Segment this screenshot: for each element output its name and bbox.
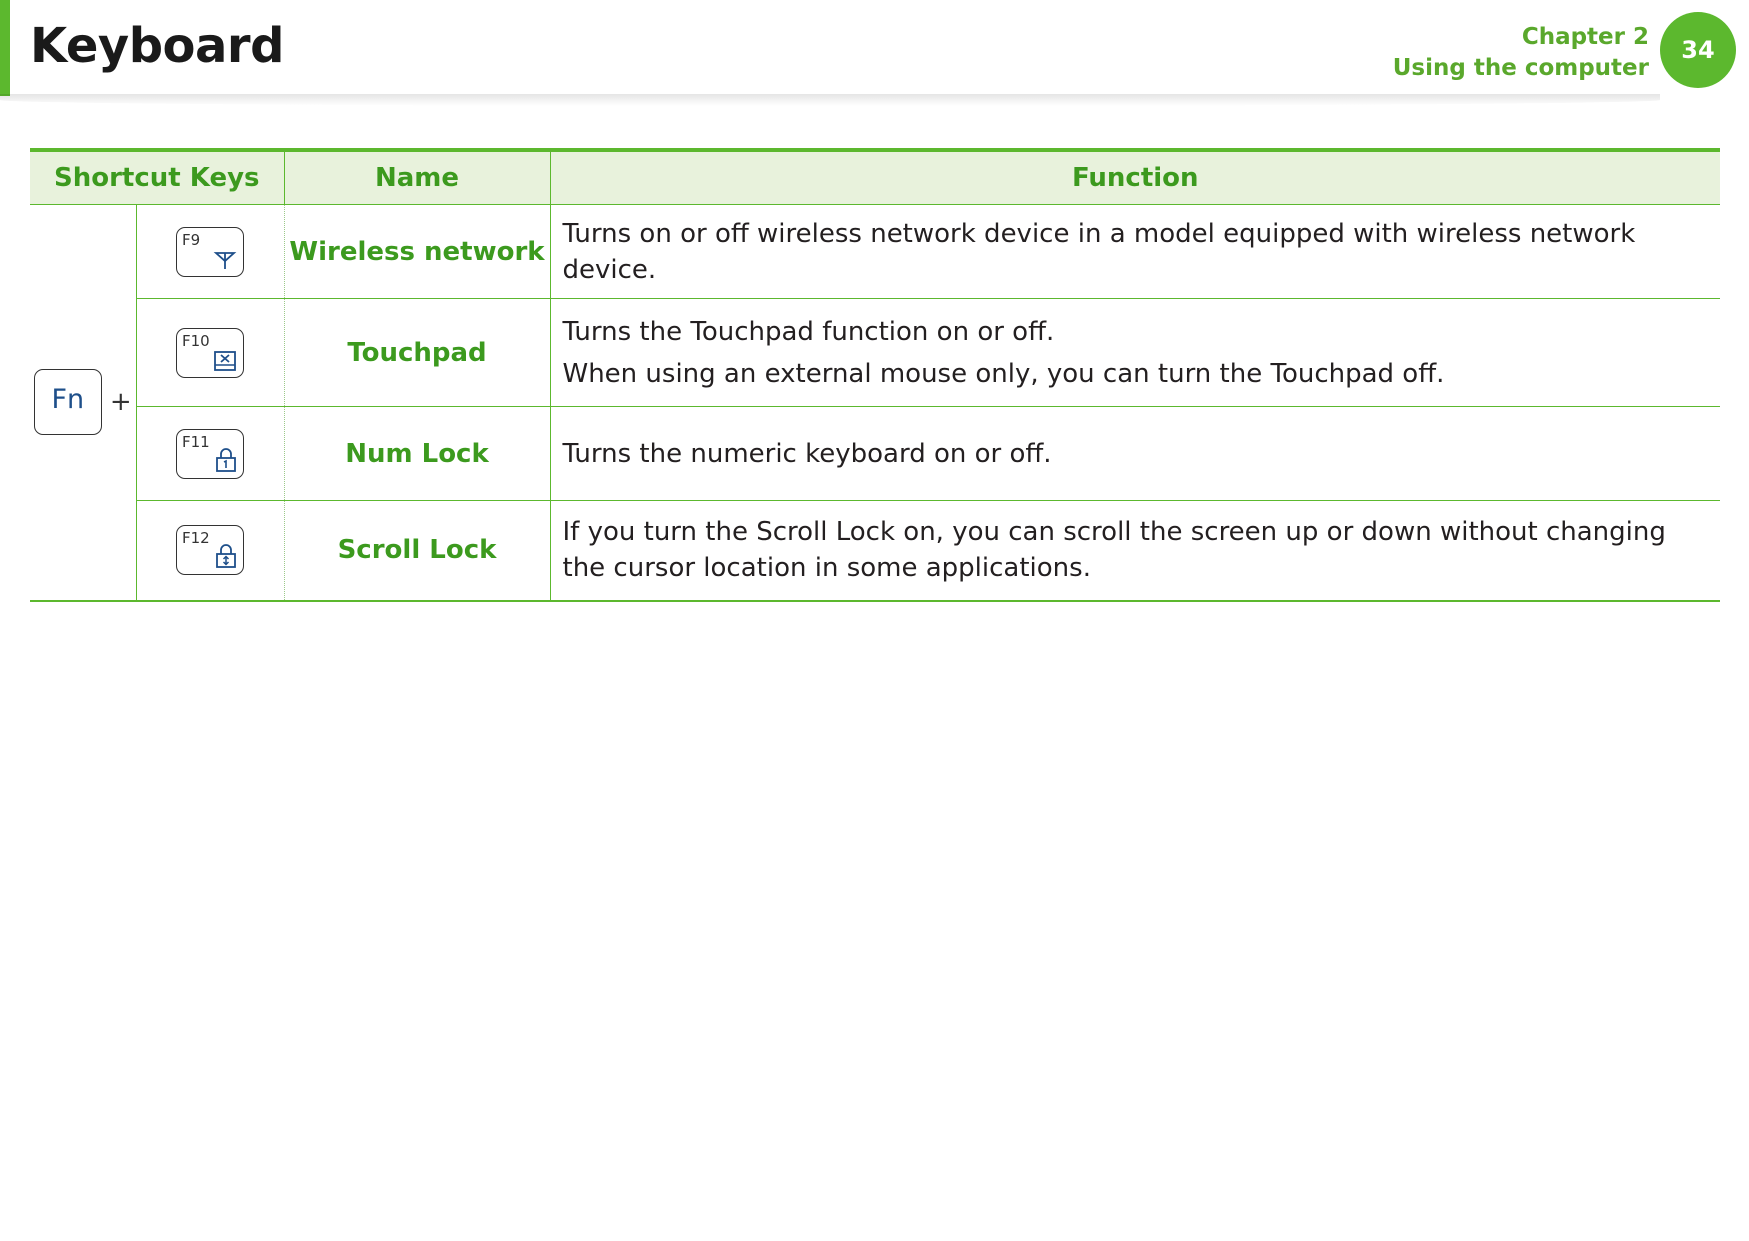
table-header-row xyxy=(30,150,1720,205)
shortcut-function xyxy=(550,205,1720,299)
chapter-heading xyxy=(1393,22,1649,84)
table-row-num-lock xyxy=(30,407,1720,501)
table-row-scroll-lock xyxy=(30,501,1720,601)
f10-key-label: F10 xyxy=(182,331,210,350)
table-row-wireless-network xyxy=(30,205,1720,299)
shortcut-function xyxy=(550,299,1720,407)
function-text: If you turn the Scroll Lock on, you can scroll the screen up or down without changing the cursor location in some applications. xyxy=(562,517,1666,584)
fn-key-label: Fn xyxy=(51,384,85,416)
column-header-name: Name xyxy=(284,150,550,205)
chapter-number: Chapter 2 xyxy=(1521,24,1649,50)
table-row-touchpad xyxy=(30,299,1720,407)
header-divider xyxy=(0,94,1660,106)
f9-key xyxy=(176,227,244,277)
modifier-key-cell xyxy=(30,205,136,601)
fkey-cell xyxy=(136,501,284,601)
shortcut-name: Scroll Lock xyxy=(284,501,550,601)
f11-key-label: F11 xyxy=(182,432,210,451)
shortcut-name: Num Lock xyxy=(284,407,550,501)
chapter-title: Using the computer xyxy=(1392,55,1649,81)
shortcut-function xyxy=(550,407,1720,501)
column-header-shortcut-keys: Shortcut Keys xyxy=(30,150,284,205)
fn-key xyxy=(34,369,102,435)
page-title: Keyboard xyxy=(30,18,284,74)
function-text: Turns the Touchpad function on or off. xyxy=(562,316,1055,347)
wireless-antenna-icon xyxy=(213,247,237,271)
shortcut-keys-table xyxy=(30,148,1720,602)
plus-sign: + xyxy=(109,387,132,418)
fkey-cell xyxy=(136,205,284,299)
column-header-function: Function xyxy=(550,150,1720,205)
accent-bar xyxy=(0,0,10,96)
f10-key xyxy=(176,328,244,378)
f11-key xyxy=(176,429,244,479)
fkey-cell xyxy=(136,407,284,501)
f12-key-label: F12 xyxy=(182,529,210,548)
function-text: Turns on or off wireless network device in a model equipped with wireless network device. xyxy=(562,218,1636,285)
page-number-badge: 34 xyxy=(1660,12,1736,88)
f9-key-label: F9 xyxy=(182,230,201,249)
function-text: When using an external mouse only, you can turn the Touchpad off. xyxy=(562,358,1445,389)
shortcut-name: Touchpad xyxy=(284,299,550,407)
shortcut-function xyxy=(550,501,1720,601)
touchpad-off-icon xyxy=(213,350,237,372)
fkey-cell xyxy=(136,299,284,407)
shortcut-name: Wireless network xyxy=(284,205,550,299)
f12-key xyxy=(176,525,244,575)
function-text: Turns the numeric keyboard on or off. xyxy=(562,438,1052,469)
scroll-lock-icon xyxy=(215,543,237,569)
num-lock-icon xyxy=(215,447,237,473)
